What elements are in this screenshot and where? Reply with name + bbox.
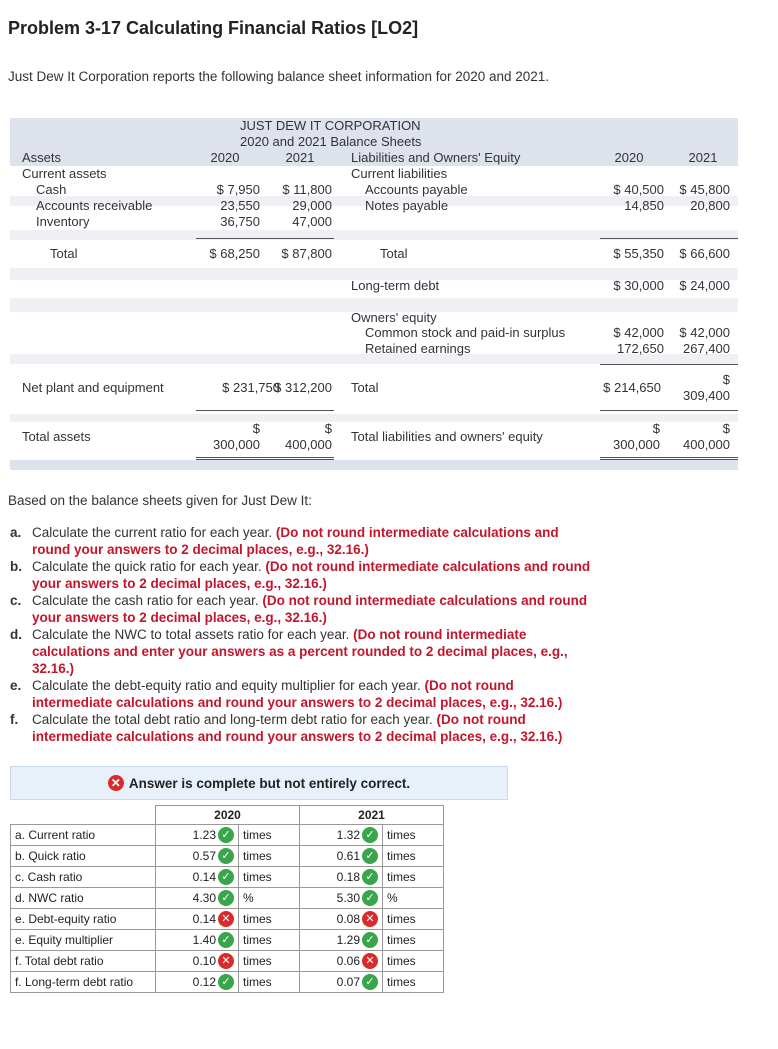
answer-unit-2021: times	[383, 930, 444, 951]
net-plant-2021: $ 312,200	[274, 380, 332, 395]
question-text: Calculate the total debt ratio and long-term debt ratio for each year.	[32, 712, 437, 727]
answer-status-banner	[10, 766, 508, 800]
question-note: (Do not round intermediate calculations and round your answers to 2 decimal places, e.g., 32.16.)	[32, 712, 563, 744]
total-le-2020: 300,000	[613, 437, 660, 452]
answer-unit-2020: times	[239, 867, 300, 888]
question-letter: e.	[10, 678, 22, 693]
current-assets-label: Current assets	[22, 166, 107, 181]
question-note: (Do not round intermediate calculations and round your answers to 2 decimal places, e.g., 32.16.)	[32, 593, 588, 625]
check-circle-icon: ✓	[218, 932, 234, 948]
answer-unit-2020: %	[239, 888, 300, 909]
assets-header: Assets	[22, 150, 62, 165]
x-circle-icon: ✕	[362, 953, 378, 969]
current-liabilities-label: Current liabilities	[351, 166, 448, 181]
total-equity-2021-sign: $	[722, 372, 730, 387]
answer-unit-2021: times	[383, 972, 444, 993]
total-equity-2021: 309,400	[683, 388, 730, 403]
total-ca-2020: $ 68,250	[209, 246, 260, 261]
ltd-2021: $ 24,000	[679, 278, 730, 293]
total-ca-2021: $ 87,800	[281, 246, 332, 261]
answer-table	[10, 805, 444, 993]
answer-status-cell	[362, 909, 383, 930]
total-le-2020-sign: $	[652, 421, 660, 436]
answer-status-cell	[218, 867, 239, 888]
question-item	[8, 592, 593, 626]
x-circle-icon: ✕	[218, 953, 234, 969]
answer-row	[11, 972, 444, 993]
total-equity-label: Total	[351, 380, 379, 395]
answer-input-2021[interactable]: 0.06	[300, 951, 363, 972]
check-circle-icon: ✓	[218, 890, 234, 906]
answer-input-2020[interactable]: 0.14	[156, 867, 219, 888]
total-cl-2021: $ 66,600	[679, 246, 730, 261]
answer-unit-2020: times	[239, 951, 300, 972]
answer-input-2020[interactable]: 0.10	[156, 951, 219, 972]
answer-label: a. Current ratio	[11, 825, 156, 846]
accounts-payable-label: Accounts payable	[365, 182, 468, 197]
answer-unit-2020: times	[239, 930, 300, 951]
answer-label: e. Debt-equity ratio	[11, 909, 156, 930]
answer-label: d. NWC ratio	[11, 888, 156, 909]
retained-earnings-label: Retained earnings	[365, 341, 471, 356]
total-le-label: Total liabilities and owners' equity	[351, 429, 543, 444]
question-text: Calculate the quick ratio for each year.	[32, 559, 266, 574]
question-letter: a.	[10, 525, 22, 540]
answer-row	[11, 951, 444, 972]
question-text: Calculate the debt-equity ratio and equity multiplier for each year.	[32, 678, 425, 693]
answer-status-cell	[218, 888, 239, 909]
inventory-2020: 36,750	[220, 214, 260, 229]
answer-unit-2020: times	[239, 909, 300, 930]
question-letter: c.	[10, 593, 22, 608]
question-list	[8, 524, 593, 745]
answer-row	[11, 825, 444, 846]
answer-input-2020[interactable]: 1.23	[156, 825, 219, 846]
retained-earnings-2020: 172,650	[617, 341, 664, 356]
net-plant-2020: $ 231,750	[222, 380, 280, 395]
answer-input-2020[interactable]: 4.30	[156, 888, 219, 909]
retained-earnings-2021: 267,400	[683, 341, 730, 356]
ltd-label: Long-term debt	[351, 278, 440, 293]
ltd-2020: $ 30,000	[613, 278, 664, 293]
answer-row	[11, 930, 444, 951]
question-item	[8, 558, 593, 592]
ar-label: Accounts receivable	[36, 198, 153, 213]
answer-unit-2021: times	[383, 951, 444, 972]
total-cl-2020: $ 55,350	[613, 246, 664, 261]
bottom-band	[10, 460, 738, 470]
answer-label: e. Equity multiplier	[11, 930, 156, 951]
total-cl-label: Total	[380, 246, 408, 261]
liab-2020-header: 2020	[614, 150, 644, 165]
total-assets-2021-sign: $	[324, 421, 332, 436]
notes-payable-label: Notes payable	[365, 198, 449, 213]
question-note: (Do not round intermediate calculations and round your answers to 2 decimal places, e.g., 32.16.)	[32, 678, 563, 710]
sheet-subtitle: 2020 and 2021 Balance Sheets	[240, 134, 422, 149]
answer-unit-2020: times	[239, 972, 300, 993]
answer-label: f. Total debt ratio	[11, 951, 156, 972]
answer-status-cell	[362, 825, 383, 846]
ar-2020: 23,550	[220, 198, 260, 213]
total-le-2021-sign: $	[722, 421, 730, 436]
answer-unit-2021: times	[383, 909, 444, 930]
answer-header-2020: 2020	[156, 806, 300, 825]
check-circle-icon: ✓	[362, 932, 378, 948]
answer-input-2021[interactable]: 0.07	[300, 972, 363, 993]
cash-2020: $ 7,950	[216, 182, 260, 197]
notes-payable-2021: 20,800	[690, 198, 730, 213]
check-circle-icon: ✓	[362, 827, 378, 843]
answer-unit-2021: times	[383, 846, 444, 867]
answer-status-cell	[362, 888, 383, 909]
assets-2020-header: 2020	[210, 150, 240, 165]
answer-row	[11, 888, 444, 909]
answer-input-2021[interactable]: 0.61	[300, 846, 363, 867]
inventory-label: Inventory	[36, 214, 90, 229]
total-le-2021: 400,000	[683, 437, 730, 452]
answer-label: c. Cash ratio	[11, 867, 156, 888]
answer-row	[11, 846, 444, 867]
total-ca-label: Total	[50, 246, 78, 261]
answer-unit-2020: times	[239, 825, 300, 846]
check-circle-icon: ✓	[218, 869, 234, 885]
owners-equity-label: Owners' equity	[351, 310, 437, 325]
answer-input-2021[interactable]: 0.08	[300, 909, 363, 930]
answer-status-cell	[218, 825, 239, 846]
answer-row	[11, 909, 444, 930]
check-circle-icon: ✓	[218, 848, 234, 864]
total-assets-2021: 400,000	[285, 437, 332, 452]
answer-status-cell	[362, 930, 383, 951]
liabilities-header: Liabilities and Owners' Equity	[351, 150, 521, 165]
common-stock-label: Common stock and paid-in surplus	[365, 325, 566, 340]
answer-input-2020[interactable]: 0.14	[156, 909, 219, 930]
question-note: (Do not round intermediate calculations and round your answers to 2 decimal places, e.g., 32.16.)	[32, 559, 591, 591]
answer-input-2020[interactable]: 0.57	[156, 846, 219, 867]
total-assets-2020: 300,000	[213, 437, 260, 452]
question-letter: b.	[10, 559, 22, 574]
question-item	[8, 626, 593, 677]
cash-2021: $ 11,800	[282, 182, 332, 197]
common-stock-2020: $ 42,000	[613, 325, 664, 340]
check-circle-icon: ✓	[362, 890, 378, 906]
check-circle-icon: ✓	[362, 869, 378, 885]
problem-title: Problem 3-17 Calculating Financial Ratios [LO2]	[8, 18, 419, 38]
question-item	[8, 711, 593, 745]
answer-status-cell	[218, 930, 239, 951]
company-name: JUST DEW IT CORPORATION	[240, 118, 421, 133]
ar-2021: 29,000	[292, 198, 332, 213]
check-circle-icon: ✓	[218, 827, 234, 843]
common-stock-2021: $ 42,000	[679, 325, 730, 340]
answer-status-cell	[362, 846, 383, 867]
check-circle-icon: ✓	[362, 974, 378, 990]
net-plant-label: Net plant and equipment	[22, 380, 164, 395]
question-note: (Do not round intermediate calculations and enter your answers as a percent rounded to 2 decimal places, e.g., 32.16.)	[32, 627, 568, 676]
answer-unit-2021: %	[383, 888, 444, 909]
answer-status-cell	[218, 972, 239, 993]
accounts-payable-2020: $ 40,500	[613, 182, 664, 197]
answer-status-cell	[362, 972, 383, 993]
answer-status-cell	[218, 909, 239, 930]
answer-unit-2021: times	[383, 867, 444, 888]
answer-status-text: Answer is complete but not entirely correct.	[128, 775, 411, 791]
answer-input-2021[interactable]: 5.30	[300, 888, 363, 909]
question-note: (Do not round intermediate calculations and round your answers to 2 decimal places, e.g., 32.16.)	[32, 525, 559, 557]
x-circle-icon: ✕	[218, 911, 234, 927]
inventory-2021: 47,000	[292, 214, 332, 229]
answer-unit-2020: times	[239, 846, 300, 867]
total-assets-2020-sign: $	[252, 421, 260, 436]
question-item	[8, 524, 593, 558]
cash-label: Cash	[36, 182, 67, 197]
assets-2021-header: 2021	[285, 150, 315, 165]
answer-status-cell	[218, 846, 239, 867]
x-circle-icon: ✕	[362, 911, 378, 927]
answer-row	[11, 867, 444, 888]
question-text: Calculate the current ratio for each year.	[32, 525, 276, 540]
answer-input-2021[interactable]: 0.18	[300, 867, 363, 888]
answer-status-cell	[218, 951, 239, 972]
answer-label: b. Quick ratio	[11, 846, 156, 867]
answer-unit-2021: times	[383, 825, 444, 846]
x-circle-icon: ✕	[108, 775, 124, 791]
accounts-payable-2021: $ 45,800	[679, 182, 730, 197]
answer-input-2021[interactable]: 1.32	[300, 825, 363, 846]
answer-label: f. Long-term debt ratio	[11, 972, 156, 993]
total-assets-label: Total assets	[22, 429, 91, 444]
answer-input-2021[interactable]: 1.29	[300, 930, 363, 951]
question-letter: d.	[10, 627, 22, 642]
total-equity-2020: $ 214,650	[603, 380, 661, 395]
intro-text: Just Dew It Corporation reports the following balance sheet information for 2020 and 2021.	[8, 69, 550, 84]
based-on-text: Based on the balance sheets given for Just Dew It:	[8, 493, 312, 508]
answer-status-cell	[362, 867, 383, 888]
check-circle-icon: ✓	[362, 848, 378, 864]
balance-sheet	[10, 118, 738, 473]
question-item	[8, 677, 593, 711]
answer-status-cell	[362, 951, 383, 972]
question-text: Calculate the NWC to total assets ratio for each year.	[32, 627, 354, 642]
liab-2021-header: 2021	[688, 150, 718, 165]
question-letter: f.	[10, 712, 19, 727]
answer-header-2021: 2021	[300, 806, 444, 825]
question-text: Calculate the cash ratio for each year.	[32, 593, 263, 608]
notes-payable-2020: 14,850	[624, 198, 664, 213]
answer-input-2020[interactable]: 0.12	[156, 972, 219, 993]
answer-input-2020[interactable]: 1.40	[156, 930, 219, 951]
check-circle-icon: ✓	[218, 974, 234, 990]
